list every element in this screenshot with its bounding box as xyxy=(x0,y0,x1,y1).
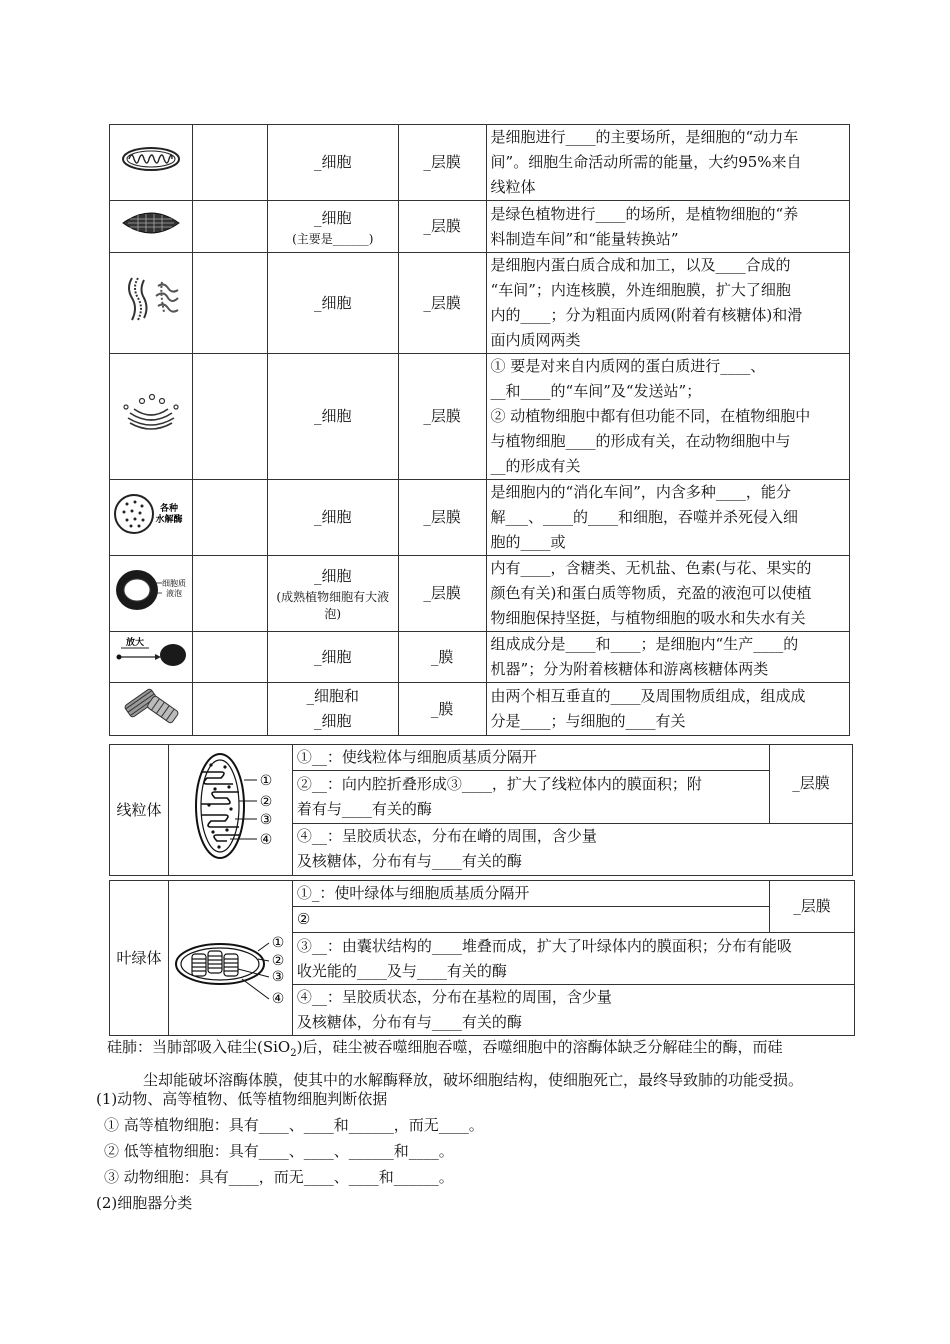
organelle-image-cell xyxy=(110,253,193,354)
cell-type: _细胞 xyxy=(267,125,398,201)
table-row xyxy=(110,556,850,632)
function-desc: 是细胞进行____的主要场所，是细胞的“动力车 间”。细胞生命活动所需的能量，大约95%来自 线粒体 xyxy=(486,125,849,201)
vacuole-icon xyxy=(113,566,189,614)
outer-membrane-desc: ①_：使叶绿体与细胞质基质分隔开 xyxy=(292,881,769,907)
organelle-image-cell xyxy=(110,556,193,632)
list-item: ① 高等植物细胞：具有____、____和______，而无____。 xyxy=(104,1116,484,1134)
outer-membrane-desc: ①__：使线粒体与细胞质基质分隔开 xyxy=(292,745,769,771)
list-item: ② 低等植物细胞：具有____、____、______和____。 xyxy=(104,1142,454,1160)
matrix-desc: ④__：呈胶质状态，分布在嵴的周围，含少量 及核糖体，分布有与____有关的酶 xyxy=(292,823,852,875)
icon-label: 各种 xyxy=(159,503,178,514)
diagram-label: ④ xyxy=(260,832,273,848)
inner-membrane-desc: ② xyxy=(292,907,769,933)
mitochondrion-table xyxy=(109,744,853,876)
table-row xyxy=(110,480,850,556)
organelle-image-cell xyxy=(110,683,193,736)
centriole-icon xyxy=(120,685,182,725)
membrane-layers: _层膜 xyxy=(770,745,853,824)
chloroplast-table xyxy=(109,880,855,1036)
diagram-label: ④ xyxy=(272,991,285,1007)
mitochondrion-diagram xyxy=(175,747,285,865)
organelle-image-cell xyxy=(110,125,193,201)
cell-type: _细胞 xyxy=(267,354,398,480)
table-row xyxy=(110,683,850,736)
blank-cell xyxy=(192,253,267,354)
cell-type: _细胞 xyxy=(267,253,398,354)
membrane-layers: _层膜 xyxy=(398,354,486,480)
list-item: ③ 动物细胞：具有____，而无____、____和______。 xyxy=(104,1168,454,1186)
section-heading: (2)细胞器分类 xyxy=(96,1194,193,1212)
stroma-desc: ④__：呈胶质状态，分布在基粒的周围，含少量 及核糖体，分布有与____有关的酶 xyxy=(292,985,854,1036)
diagram-label: ③ xyxy=(272,969,285,985)
function-desc: 由两个相互垂直的____及周围物质组成，组成成 分是____；与细胞的____有关 xyxy=(486,683,849,736)
blank-cell xyxy=(192,683,267,736)
diagram-label: ③ xyxy=(260,812,273,828)
judgment-section xyxy=(96,1086,866,1216)
diagram-label: ① xyxy=(272,935,285,951)
membrane-layers: _层膜 xyxy=(398,253,486,354)
table-row xyxy=(110,253,850,354)
grana-desc: ③__：由囊状结构的____堆叠而成，扩大了叶绿体内的膜面积；分布有能吸 收光能的____及与____有关的酶 xyxy=(292,933,854,985)
icon-label: 液泡 xyxy=(165,588,182,598)
organelle-image-cell xyxy=(110,632,193,683)
organelle-name: 线粒体 xyxy=(110,745,169,876)
membrane-layers: _层膜 xyxy=(398,480,486,556)
organelle-image-cell xyxy=(110,354,193,480)
membrane-layers: _膜 xyxy=(398,632,486,683)
membrane-layers: _层膜 xyxy=(398,125,486,201)
membrane-layers: _膜 xyxy=(398,683,486,736)
function-desc: 内有____，含糖类、无机盐、色素(与花、果实的 颜色有关)和蛋白质等物质，充盈的液泡可以使植 物细胞保持坚挺，与植物细胞的吸水和失水有关 xyxy=(486,556,849,632)
section-heading: (1)动物、高等植物、低等植物细胞判断依据 xyxy=(96,1090,388,1108)
chloroplast-diagram xyxy=(172,899,288,1009)
icon-label: 水解酶 xyxy=(155,514,183,525)
cell-type: _细胞和 _细胞 xyxy=(267,683,398,736)
blank-cell xyxy=(192,125,267,201)
organelle-image-cell xyxy=(110,480,193,556)
inner-membrane-desc: ②__：向内腔折叠形成③____，扩大了线粒体内的膜面积；附 着有与____有关的酶 xyxy=(292,771,769,823)
diagram-label: ② xyxy=(260,794,273,810)
blank-cell xyxy=(192,480,267,556)
table-row xyxy=(110,125,850,201)
cell-type: _细胞 xyxy=(267,480,398,556)
organelle-table xyxy=(109,124,850,736)
membrane-layers: _层膜 xyxy=(770,881,855,933)
cell-type: _细胞 (主要是______) xyxy=(267,201,398,253)
lysosome-icon xyxy=(113,491,189,537)
function-desc: ① 要是对来自内质网的蛋白质进行____、 __和____的“车间”及“发送站”； ② 动植物细胞中都有但功能不同，在植物细胞中 与植物细胞____的形成有关，在动物细胞中与 __的形成有关 xyxy=(486,354,849,480)
function-desc: 是细胞内的“消化车间”，内含多种____，能分 解___、____的____和细胞，吞噬并杀死侵入细 胞的____或 xyxy=(486,480,849,556)
diagram-label: ① xyxy=(260,773,273,789)
membrane-layers: _层膜 xyxy=(398,201,486,253)
blank-cell xyxy=(192,201,267,253)
organelle-image-cell xyxy=(110,201,193,253)
silicosis-note: 硅肺：当肺部吸入硅尘(SiO$_2$)后，硅尘被吞噬细胞吞噬，吞噬细胞中的溶酶体缺乏分解硅尘的酶，而硅 尘却能破坏溶酶体膜，使其中的水解酶释放，破坏细胞结构，使细胞死亡，最终导致肺的功能受损。 xyxy=(107,1038,804,1089)
endoplasmic-reticulum-icon xyxy=(120,274,182,324)
organelle-name: 叶绿体 xyxy=(110,881,169,1036)
chloroplast-diagram-cell xyxy=(168,881,292,1036)
mitochondrion-diagram-cell xyxy=(168,745,292,876)
golgi-icon xyxy=(120,391,182,435)
ribosome-icon xyxy=(113,635,189,671)
membrane-layers: _层膜 xyxy=(398,556,486,632)
icon-label: 细胞质 xyxy=(161,578,186,588)
diagram-label: ② xyxy=(272,953,285,969)
table-row xyxy=(110,201,850,253)
cell-type: _细胞 xyxy=(267,632,398,683)
blank-cell xyxy=(192,556,267,632)
mitochondrion-icon xyxy=(121,144,181,174)
blank-cell xyxy=(192,354,267,480)
blank-cell xyxy=(192,632,267,683)
icon-label: 放大 xyxy=(125,638,144,648)
function-desc: 是绿色植物进行____的场所，是植物细胞的“养 料制造车间”和“能量转换站” xyxy=(486,201,849,253)
chloroplast-icon xyxy=(120,209,182,237)
function-desc: 是细胞内蛋白质合成和加工，以及____合成的 “车间”；内连核膜，外连细胞膜，扩大了细胞 内的____；分为粗面内质网(附着有核糖体)和滑 面内质网两类 xyxy=(486,253,849,354)
table-row xyxy=(110,632,850,683)
table-row xyxy=(110,354,850,480)
function-desc: 组成成分是____和____；是细胞内“生产____的 机器”；分为附着核糖体和游离核糖体两类 xyxy=(486,632,849,683)
cell-type: _细胞 (成熟植物细胞有大液泡) xyxy=(267,556,398,632)
